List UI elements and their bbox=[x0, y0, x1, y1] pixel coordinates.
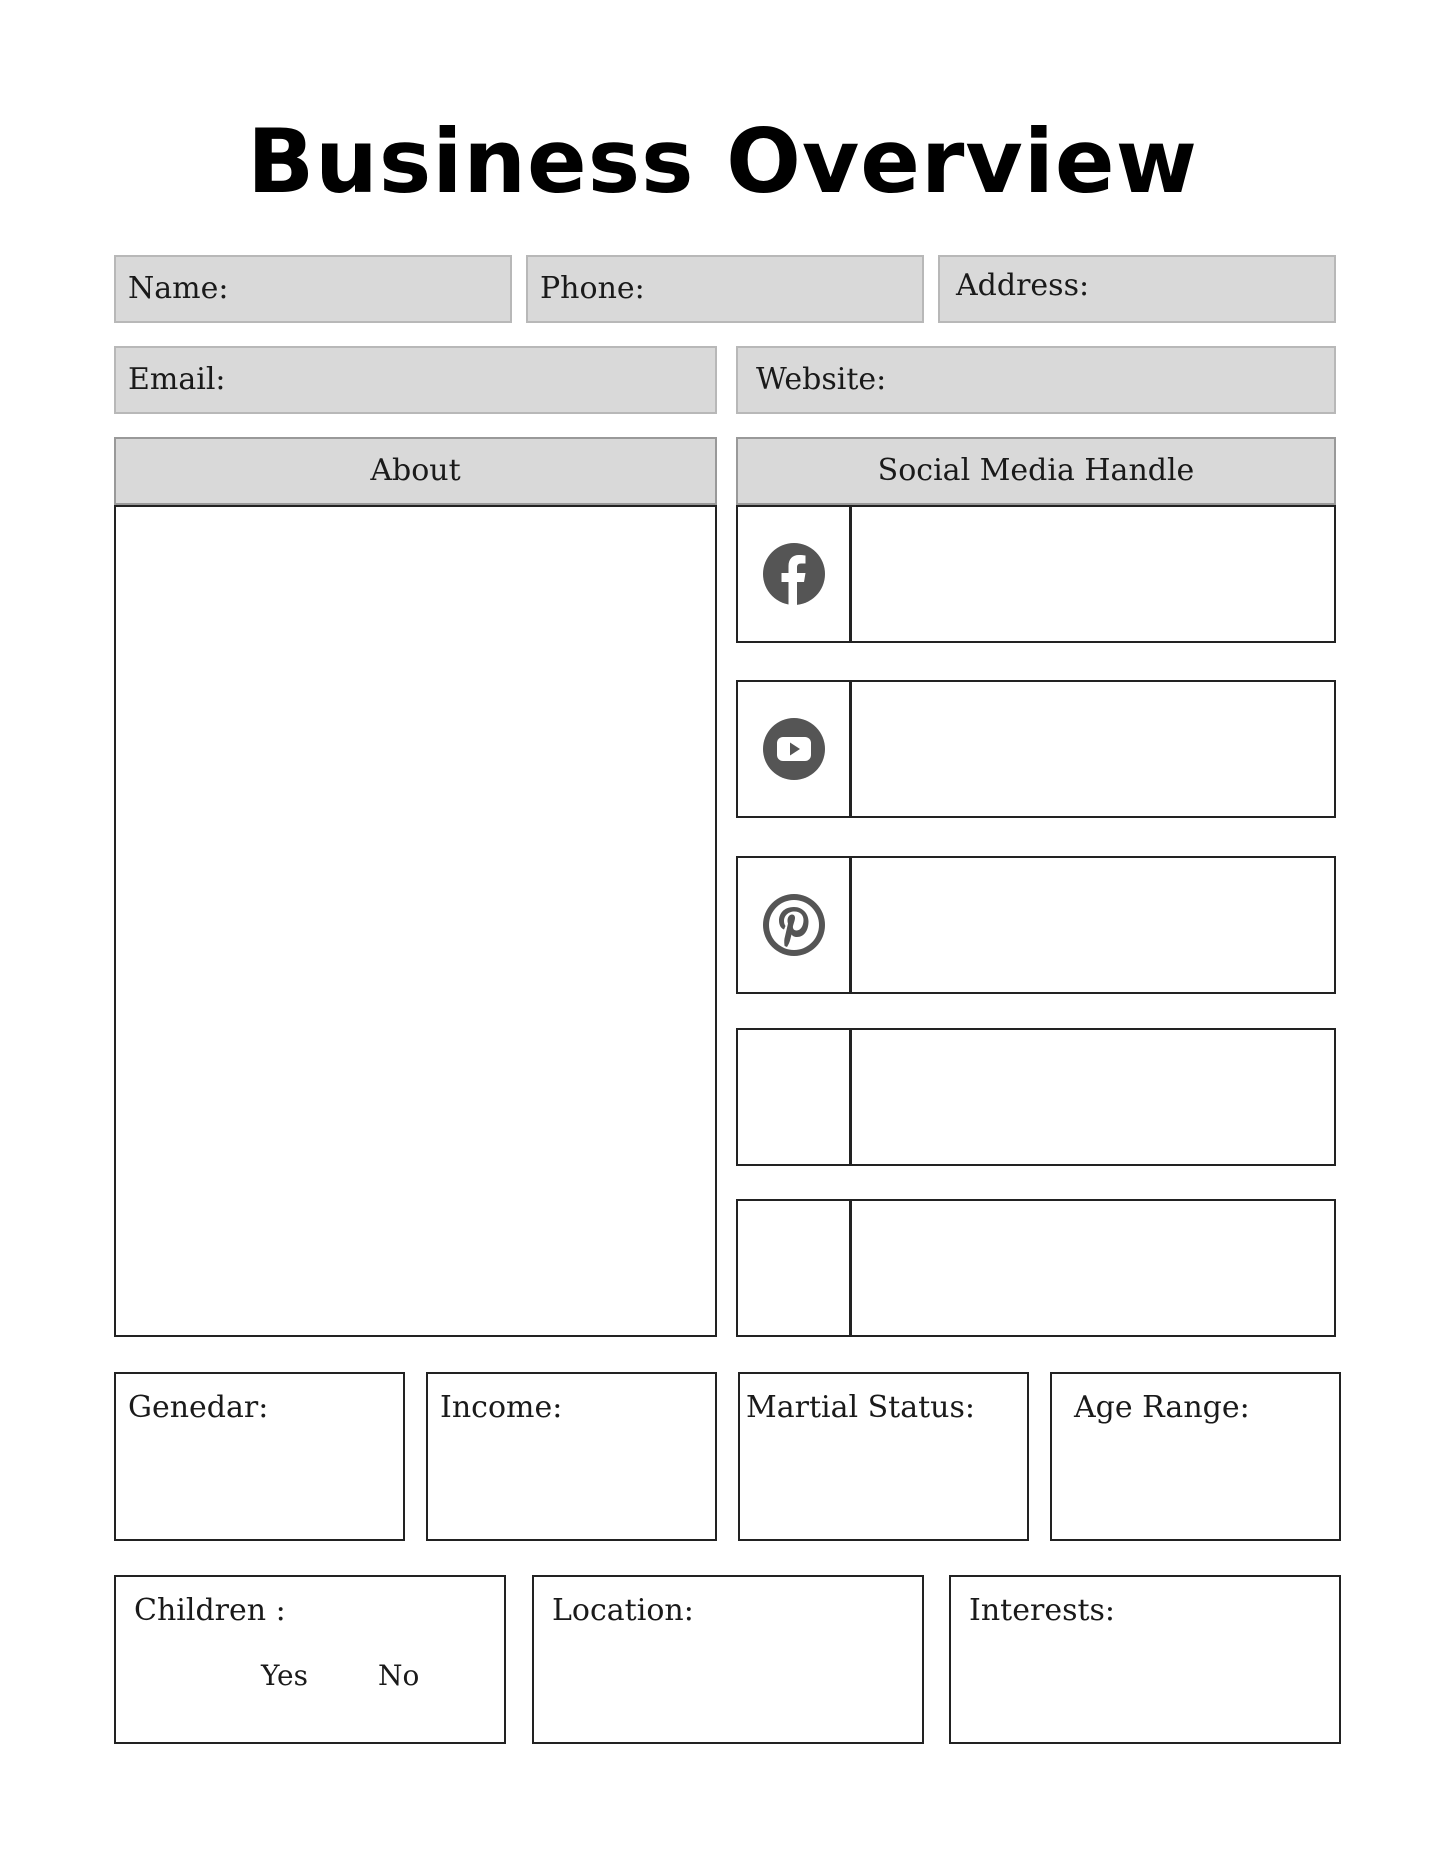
income-field[interactable] bbox=[426, 1372, 717, 1541]
pinterest-icon bbox=[762, 893, 826, 957]
email-label: Email: bbox=[128, 362, 226, 397]
page-title: Business Overview bbox=[247, 110, 1198, 213]
address-field[interactable] bbox=[938, 255, 1336, 323]
location-field[interactable] bbox=[532, 1575, 924, 1744]
social-icon-cell bbox=[738, 507, 852, 641]
phone-label: Phone: bbox=[540, 271, 645, 306]
gender-label: Genedar: bbox=[128, 1390, 269, 1425]
youtube-handle-input[interactable] bbox=[855, 682, 1334, 816]
about-textarea[interactable] bbox=[114, 505, 717, 1337]
website-field[interactable] bbox=[736, 346, 1336, 414]
youtube-icon bbox=[762, 717, 826, 781]
social-handle-input[interactable] bbox=[855, 1030, 1334, 1164]
social-icon-cell bbox=[738, 1201, 852, 1335]
gender-field[interactable] bbox=[114, 1372, 405, 1541]
social-row-blank bbox=[736, 1028, 1336, 1166]
age-range-label: Age Range: bbox=[1074, 1390, 1250, 1425]
children-label: Children : bbox=[134, 1593, 286, 1628]
children-no-option[interactable]: No bbox=[378, 1659, 420, 1692]
social-icon-cell bbox=[738, 858, 852, 992]
interests-label: Interests: bbox=[969, 1593, 1116, 1628]
social-row-pinterest bbox=[736, 856, 1336, 994]
social-media-header: Social Media Handle bbox=[736, 437, 1336, 505]
name-field[interactable] bbox=[114, 255, 512, 323]
children-field bbox=[114, 1575, 506, 1744]
interests-field[interactable] bbox=[949, 1575, 1341, 1744]
marital-status-label: Martial Status: bbox=[746, 1390, 975, 1425]
phone-field[interactable] bbox=[526, 255, 924, 323]
website-label: Website: bbox=[756, 362, 887, 397]
email-field[interactable] bbox=[114, 346, 717, 414]
name-label: Name: bbox=[128, 271, 229, 306]
social-row-facebook bbox=[736, 505, 1336, 643]
income-label: Income: bbox=[440, 1390, 563, 1425]
pinterest-handle-input[interactable] bbox=[855, 858, 1334, 992]
social-row-blank bbox=[736, 1199, 1336, 1337]
social-handle-input[interactable] bbox=[855, 1201, 1334, 1335]
social-icon-cell bbox=[738, 1030, 852, 1164]
age-range-field[interactable] bbox=[1050, 1372, 1341, 1541]
marital-status-field[interactable] bbox=[738, 1372, 1029, 1541]
children-yes-option[interactable]: Yes bbox=[261, 1659, 308, 1692]
social-row-youtube bbox=[736, 680, 1336, 818]
facebook-icon bbox=[762, 542, 826, 606]
location-label: Location: bbox=[552, 1593, 694, 1628]
facebook-handle-input[interactable] bbox=[855, 507, 1334, 641]
social-icon-cell bbox=[738, 682, 852, 816]
about-header: About bbox=[114, 437, 717, 505]
address-label: Address: bbox=[956, 268, 1090, 303]
